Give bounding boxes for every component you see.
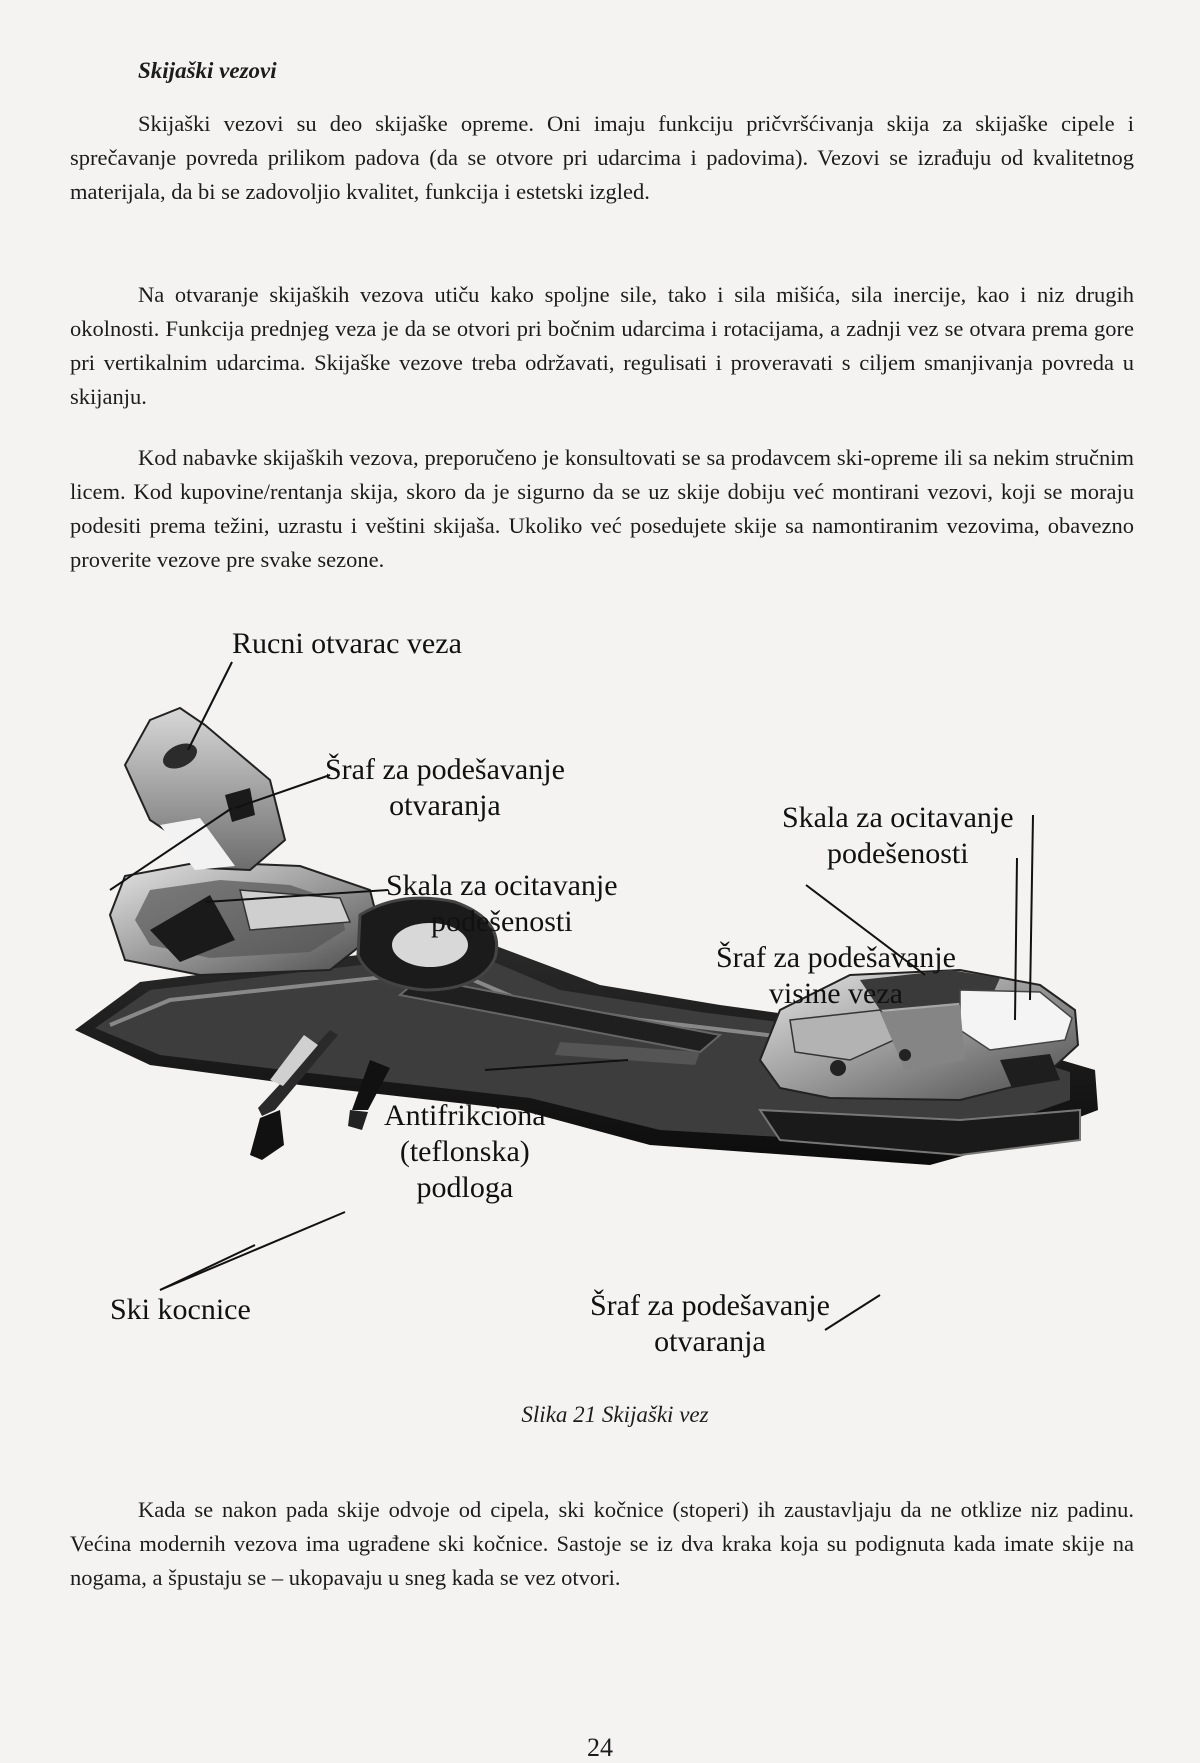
callout-line: Šraf za podešavanje xyxy=(716,941,956,974)
front-toe-piece xyxy=(110,708,497,990)
callout-sraf-visine xyxy=(716,940,956,1012)
paragraph-1: Skijaški vezovi su deo skijaške opreme. Oni imaju funkciju pričvršćivanja skija za skijaške cipele i sprečavanje povreda prilikom padova (da se otvore pri udarcima i padovima). Vezovi se izrađuju od kvalitetnog materijala, da bi se zadovoljio kvalitet, funkcija i estetski izgled. xyxy=(70,111,1134,204)
callout-ski-kocnice: Ski kocnice xyxy=(110,1293,251,1326)
callout-line: otvaranja xyxy=(654,1325,766,1358)
callout-line: podloga xyxy=(416,1171,514,1204)
ski-binding-figure xyxy=(0,627,1200,1400)
leader-sraf-otvaranja-rear xyxy=(825,1295,880,1330)
leader-skala-rear xyxy=(1030,815,1033,1000)
callout-line: visine veza xyxy=(768,977,903,1010)
callout-line: podešenosti xyxy=(430,905,573,938)
paragraph-4: Kada se nakon pada skije odvoje od cipela, ski kočnice (stoperi) ih zaustavljaju da ne otklize niz padinu. Većina modernih vezova ima ugrađene ski kočnice. Sastoje se iz dva kraka koja su podignuta kada imate skije na nogama, a špustaju se – ukopavaju u sneg kada se vez otvori. xyxy=(70,1497,1134,1590)
callout-line: Antifrikciona xyxy=(384,1099,546,1132)
ski-binding-illustration xyxy=(0,640,1200,1400)
callout-antifrikciona xyxy=(384,1098,546,1206)
callout-rucni-otvarac: Rucni otvarac veza xyxy=(232,627,462,660)
callout-skala-rear xyxy=(782,800,1014,872)
callout-line: Skala za ocitavanje xyxy=(782,801,1014,834)
callout-line: (teflonska) xyxy=(399,1135,530,1168)
callout-line: Šraf za podešavanje xyxy=(325,753,565,786)
paragraph-3: Kod nabavke skijaških vezova, preporučeno je konsultovati se sa prodavcem ski-opreme ili sa nekim stručnim licem. Kod kupovine/rentanja skija, skoro da je sigurno da se uz skije dobiju već montirani vezovi, koji se moraju podesiti prema težini, uzrastu i veštini skijaša. Ukoliko već posedujete skije sa namontiranim vezovima, obavezno proverite vezove pre svake sezone. xyxy=(70,445,1134,572)
paragraph-2: Na otvaranje skijaških vezova utiču kako spoljne sile, tako i sila mišića, sila inercije, kao i niz drugih okolnosti. Funkcija prednjeg veza je da se otvori pri bočnim udarcima i rotacijama, a zadnji vez se otvara prema gore pri vertikalnim udarcima. Skijaške vezove treba održavati, regulisati i proveravati s ciljem smanjivanja povreda u skijanju. xyxy=(70,282,1134,409)
callout-skala-front xyxy=(386,868,618,940)
figure-caption: Slika 21 Skijaški vez xyxy=(521,1402,709,1427)
callout-line: otvaranja xyxy=(389,789,501,822)
callout-sraf-otvaranja-front xyxy=(325,752,565,824)
section-title: Skijaški vezovi xyxy=(138,58,277,83)
page-number: 24 xyxy=(587,1733,613,1762)
callout-line: Skala za ocitavanje xyxy=(386,869,618,902)
callout-line: Šraf za podešavanje xyxy=(590,1289,830,1322)
callout-line: podešenosti xyxy=(826,837,969,870)
callout-sraf-otvaranja-rear xyxy=(590,1288,830,1360)
